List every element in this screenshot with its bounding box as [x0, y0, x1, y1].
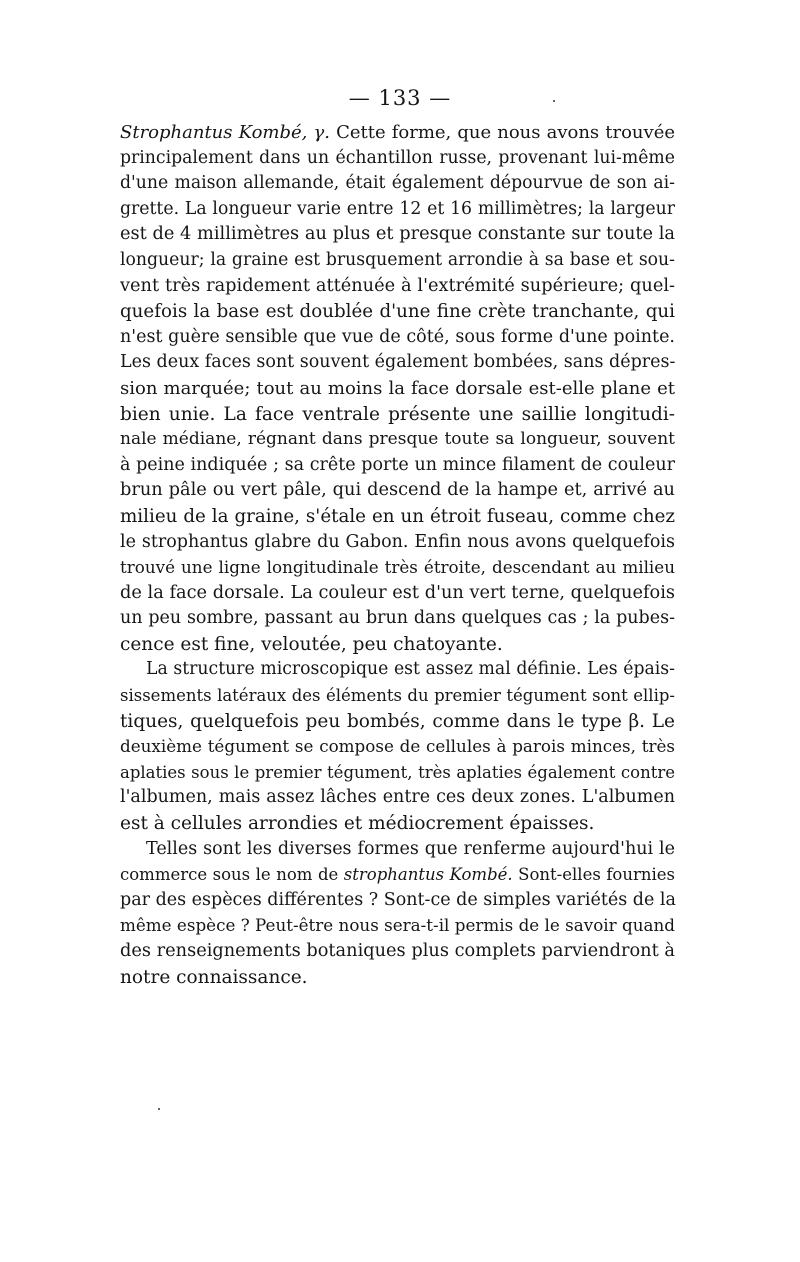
text-line: est de 4 millimètres au plus et presque constante sur toute la: [120, 224, 675, 245]
line-text: Cette forme, que nous avons trouvée: [329, 122, 675, 143]
text-line: est à cellules arrondies et médiocrement épaisses.: [120, 813, 595, 835]
text-line: Les deux faces sont souvent également bombées, sans dépres-: [120, 352, 676, 373]
species-name: strophantus Kombé.: [343, 865, 513, 885]
text-line: Telles sont les diverses formes que renferme aujourd'hui le: [146, 838, 675, 859]
text-line: deuxième tégument se compose de cellules à parois minces, très: [120, 736, 675, 757]
text-line: nale médiane, régnant dans presque toute sa longueur, souvent: [120, 429, 675, 450]
text-line: bien unie. La face ventrale présente une saillie longitudi-: [120, 403, 675, 425]
text-line: quefois la base est doublée d'une fine crète tranchante, qui: [120, 301, 675, 323]
text-line: tiques, quelquefois peu bombés, comme dans le type β. Le: [120, 710, 675, 732]
text-line: La structure microscopique est assez mal définie. Les épais-: [146, 659, 675, 680]
text-line: brun pâle ou vert pâle, qui descend de la hampe et, arrivé au: [120, 480, 675, 501]
line-text: Sont-elles fournies: [512, 865, 676, 885]
text-line: trouvé une ligne longitudinale très étroite, descendant au milieu: [120, 557, 675, 578]
text-line: grette. La longueur varie entre 12 et 16 millimètres; la largeur: [120, 198, 675, 219]
text-line: n'est guère sensible que vue de côté, sous forme d'une pointe.: [120, 326, 675, 347]
print-speck: [553, 100, 555, 102]
text-line: longueur; la graine est brusquement arrondie à sa base et sou-: [120, 249, 675, 270]
print-speck: [158, 1108, 160, 1110]
text-line: [120, 862, 675, 888]
line-text: commerce sous le nom de: [120, 865, 344, 885]
text-line: à peine indiquée ; sa crête porte un mince filament de couleur: [120, 454, 675, 475]
body-text: [120, 120, 675, 990]
text-line: un peu sombre, passant au brun dans quelques cas ; la pubes-: [120, 608, 675, 629]
text-line: notre connaissance.: [120, 966, 308, 988]
text-line: aplaties sous le premier tégument, très aplaties également contre: [120, 762, 675, 782]
page-number: — 133 —: [348, 86, 452, 110]
text-line: sion marquée; tout au moins la face dorsale est-elle plane et: [120, 377, 675, 399]
text-line: principalement dans un échantillon russe, provenant lui-même: [120, 147, 675, 168]
text-line: même espèce ? Peut-être nous sera-t-il permis de le savoir quand: [120, 915, 675, 936]
text-line: de la face dorsale. La couleur est d'un vert terne, quelquefois: [120, 582, 675, 603]
text-line: par des espèces différentes ? Sont-ce de simples variétés de la: [120, 889, 676, 910]
paragraph-1: [120, 120, 675, 657]
paragraph-3: [120, 837, 675, 991]
text-line: cence est fine, veloutée, peu chatoyante.: [120, 633, 503, 655]
text-line: sissements latéraux des éléments du premier tégument sont ellip-: [120, 686, 675, 706]
text-line: le strophantus glabre du Gabon. Enfin nous avons quelquefois: [120, 531, 675, 552]
text-line: d'une maison allemande, était également dépourvue de son ai-: [120, 173, 675, 194]
text-line: milieu de la graine, s'étale en un étroit fuseau, comme chez: [120, 505, 675, 527]
text-line: l'albumen, mais assez lâches entre ces deux zones. L'albumen: [120, 787, 675, 808]
paragraph-2: [120, 657, 675, 836]
text-line: vent très rapidement atténuée à l'extrémité supérieure; quel-: [120, 275, 675, 296]
text-line: [120, 120, 675, 146]
species-name: Strophantus Kombé, γ.: [120, 122, 330, 143]
text-line: des renseignements botaniques plus complets parviendront à: [120, 941, 675, 961]
